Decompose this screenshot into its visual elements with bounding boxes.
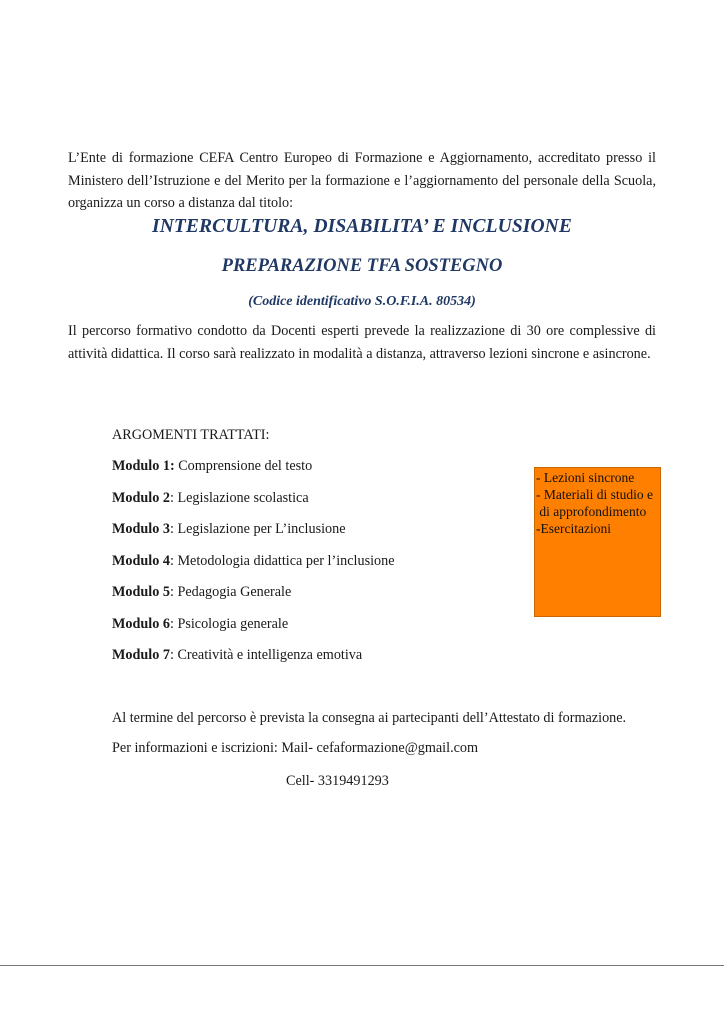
module-label: Modulo 6: [112, 615, 170, 632]
module-item: [112, 616, 395, 648]
module-label: Modulo 1:: [112, 458, 175, 474]
sofia-code: (Codice identificativo S.O.F.I.A. 80534): [248, 294, 476, 309]
course-title: INTERCULTURA, DISABILITA’ E INCLUSIONE: [152, 216, 572, 237]
closing-note: Al termine del percorso è prevista la consegna ai partecipanti dell’Attestato di formazione.: [112, 710, 627, 726]
course-description: Il percorso formativo condotto da Docenti esperti prevede la realizzazione di 30 ore complessive di attività didattica. Il corso sarà realizzato in modalità a distanza, attraverso lezioni sincrone e asincrone.: [68, 323, 656, 362]
box-line: - Lezioni sincrone: [536, 470, 635, 485]
module-item: [112, 647, 395, 679]
module-label: Modulo 3: [112, 521, 170, 537]
footer-divider: [0, 965, 724, 966]
box-line: - Materiali di studio e: [536, 487, 653, 502]
contact-info: Per informazioni e iscrizioni: Mail- cefaformazione@gmail.com: [112, 740, 479, 756]
module-list: [112, 458, 395, 679]
module-item: [112, 490, 395, 522]
module-item: [112, 458, 395, 490]
module-label: Modulo 2: [112, 489, 170, 506]
module-item: [112, 584, 395, 616]
module-text: : Psicologia generale: [169, 615, 289, 632]
intro-paragraph: L’Ente di formazione CEFA Centro Europeo di Formazione e Aggiornamento, accreditato presso il Ministero dell’Istruzione e del Merito per la formazione e l’aggiornamento del personale della Scuola, organizza un corso a distanza dal titolo:: [68, 150, 656, 211]
course-subtitle: PREPARAZIONE TFA SOSTEGNO: [221, 256, 503, 276]
contact-phone: Cell- 3319491293: [286, 773, 389, 789]
module-item: [112, 521, 395, 553]
module-text: Comprensione del testo: [174, 458, 313, 474]
module-text: : Metodologia didattica per l’inclusione: [169, 552, 395, 569]
module-label: Modulo 7: [112, 647, 170, 663]
topics-heading: ARGOMENTI TRATTATI:: [112, 427, 270, 443]
activities-box: [534, 467, 661, 617]
module-text: : Legislazione scolastica: [169, 489, 309, 506]
module-text: : Pedagogia Generale: [169, 584, 292, 600]
module-text: : Legislazione per L’inclusione: [169, 521, 346, 537]
module-item: [112, 553, 395, 585]
module-label: Modulo 4: [112, 552, 170, 569]
box-line: -Esercitazioni: [536, 521, 611, 536]
module-label: Modulo 5: [112, 584, 170, 600]
module-text: : Creatività e intelligenza emotiva: [169, 647, 363, 663]
box-line: di approfondimento: [536, 504, 647, 519]
